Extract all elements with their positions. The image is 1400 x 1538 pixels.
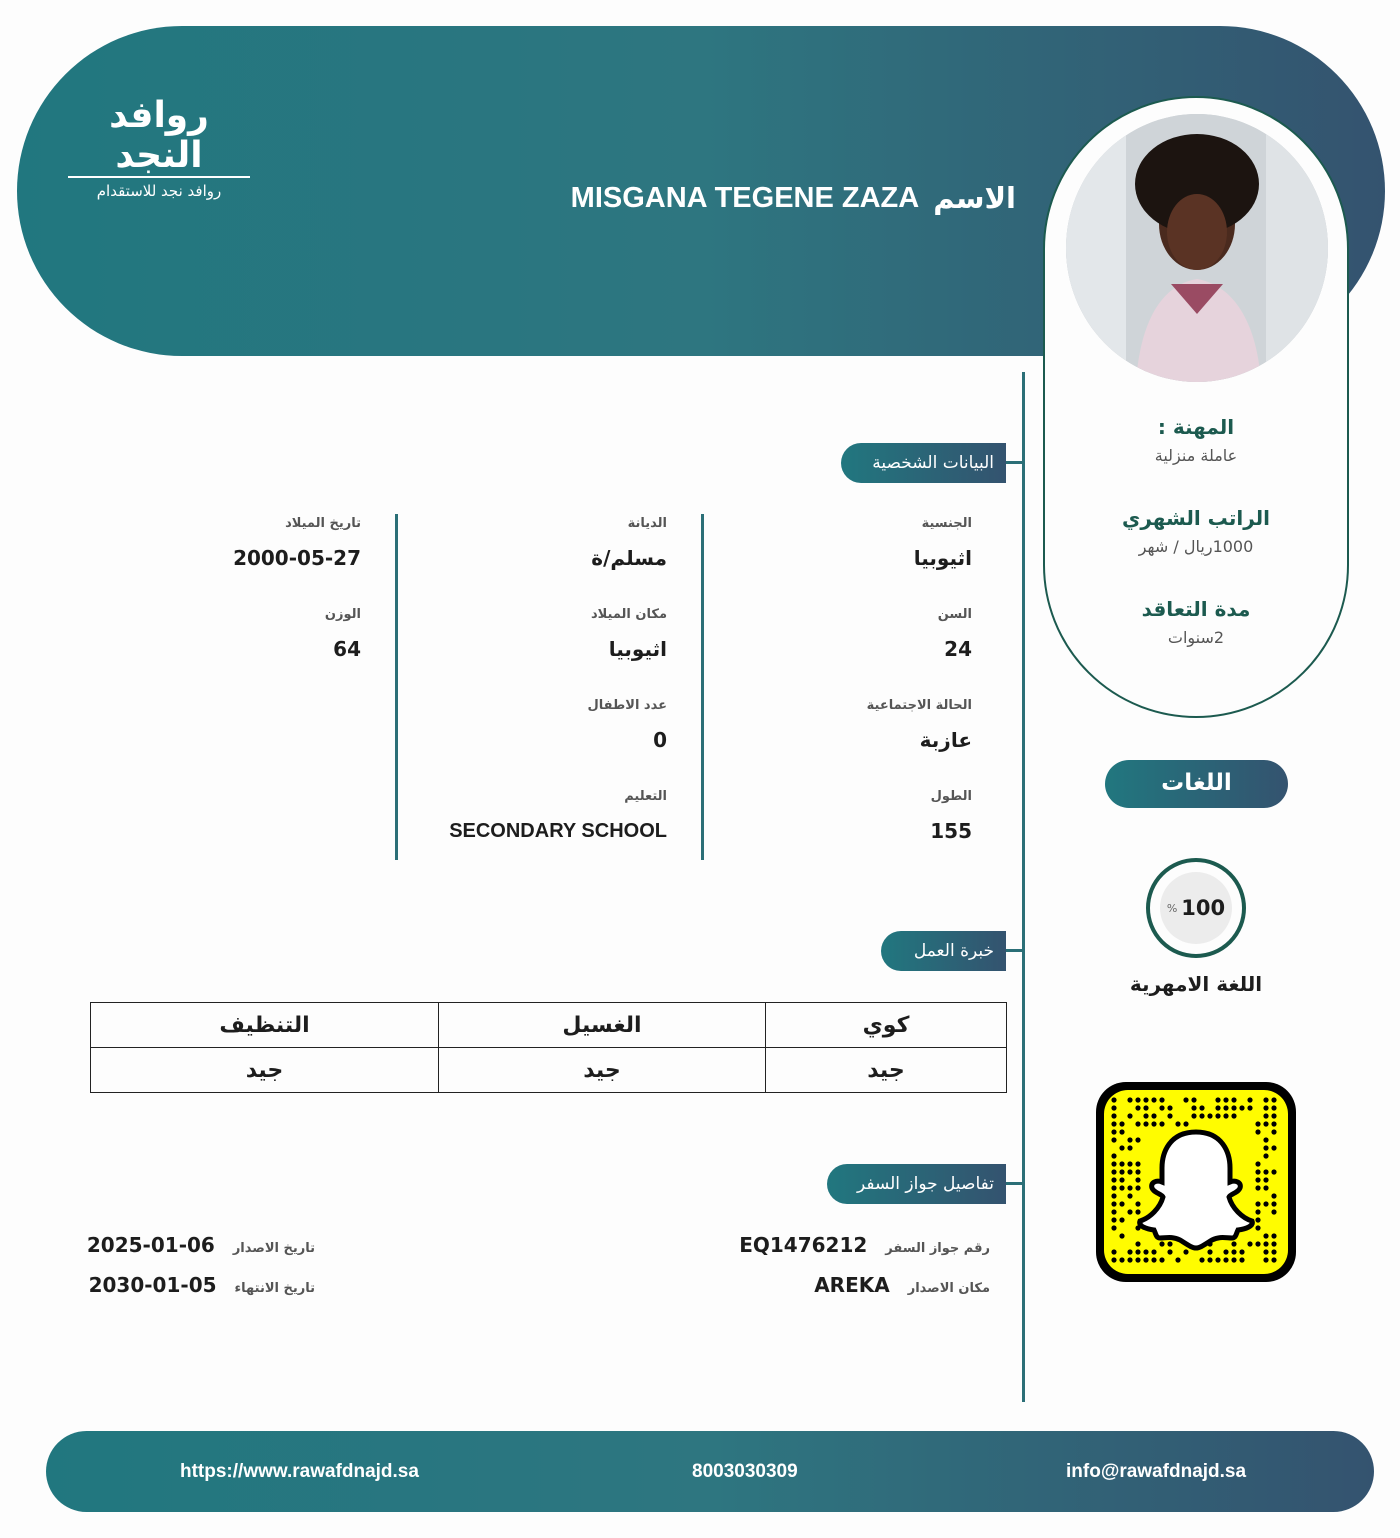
percent-sign: % bbox=[1166, 901, 1178, 915]
language-proficiency-value bbox=[1160, 872, 1232, 944]
passport-place-label: مكان الاصدار bbox=[907, 1281, 990, 1296]
marital-status-label: الحالة الاجتماعية bbox=[866, 698, 972, 713]
passport-expiry-row bbox=[89, 1273, 315, 1297]
passport-place-row bbox=[814, 1273, 990, 1297]
section-connector bbox=[1006, 949, 1023, 952]
children-label: عدد الاطفال bbox=[587, 698, 667, 713]
name-label: الاسم bbox=[933, 181, 1016, 215]
passport-number-row bbox=[739, 1233, 990, 1257]
personal-column-1 bbox=[712, 514, 972, 878]
experience-skill-ironing: كوي bbox=[766, 1003, 1007, 1048]
vertical-divider bbox=[1022, 372, 1025, 1402]
snapcode-pattern bbox=[1104, 1090, 1288, 1274]
snapcode-qr[interactable] bbox=[1096, 1082, 1296, 1282]
profession-label: المهنة : bbox=[1157, 415, 1235, 439]
section-connector bbox=[1006, 1182, 1023, 1185]
religion-label: الديانة bbox=[627, 516, 667, 531]
passport-issue-value: 2025-01-06 bbox=[86, 1233, 215, 1257]
name-row bbox=[571, 176, 1016, 220]
language-proficiency-ring bbox=[1146, 858, 1246, 958]
personal-column-3 bbox=[101, 514, 361, 696]
personal-column-2 bbox=[407, 514, 667, 878]
marital-status-value: عازبة bbox=[919, 728, 972, 752]
footer-phone[interactable]: 8003030309 bbox=[692, 1461, 798, 1482]
passport-issue-label: تاريخ الاصدار bbox=[232, 1241, 315, 1256]
experience-rating: جيد bbox=[766, 1048, 1007, 1093]
height-label: الطول bbox=[930, 789, 972, 804]
footer-email-link[interactable]: info@rawafdnajd.sa bbox=[1066, 1461, 1247, 1482]
nationality-value: اثيوبيا bbox=[913, 546, 972, 570]
profession-value: عاملة منزلية bbox=[1154, 446, 1238, 465]
worker-photo bbox=[1066, 114, 1328, 382]
passport-place-value: AREKA bbox=[814, 1273, 890, 1297]
passport-expiry-label: تاريخ الانتهاء bbox=[234, 1281, 315, 1296]
footer-website-link[interactable]: https://www.rawafdnajd.sa bbox=[180, 1461, 419, 1482]
salary-value: 1000ريال / شهر bbox=[1138, 537, 1254, 556]
passport-number-label: رقم جواز السفر bbox=[885, 1241, 990, 1256]
education-label: التعليم bbox=[624, 789, 667, 804]
experience-rating: جيد bbox=[91, 1048, 439, 1093]
logo-tagline: روافد نجد للاستقدام bbox=[96, 182, 222, 200]
experience-table bbox=[90, 1002, 1007, 1093]
profession-block bbox=[1043, 412, 1349, 470]
brand-logo bbox=[68, 95, 250, 200]
birthdate-label: تاريخ الميلاد bbox=[285, 516, 361, 531]
contract-value: 2سنوات bbox=[1167, 628, 1225, 647]
weight-label: الوزن bbox=[324, 607, 361, 622]
salary-block bbox=[1043, 503, 1349, 561]
age-value: 24 bbox=[944, 637, 972, 661]
experience-rating: جيد bbox=[439, 1048, 766, 1093]
worker-name: MISGANA TEGENE ZAZA bbox=[570, 181, 920, 214]
birthplace-label: مكان الميلاد bbox=[590, 607, 667, 622]
experience-skill-washing: الغسيل bbox=[439, 1003, 766, 1048]
section-personal-data: البيانات الشخصية bbox=[841, 443, 1006, 483]
children-value: 0 bbox=[653, 728, 667, 752]
birthplace-value: اثيوبيا bbox=[608, 637, 667, 661]
column-divider bbox=[395, 514, 398, 860]
section-passport-details: تفاصيل جواز السفر bbox=[827, 1164, 1006, 1204]
passport-issue-row bbox=[87, 1233, 315, 1257]
section-connector bbox=[1006, 461, 1023, 464]
experience-skill-cleaning: التنظيف bbox=[91, 1003, 439, 1048]
education-value: SECONDARY SCHOOL bbox=[449, 820, 667, 842]
logo-mark: روافد النجد bbox=[68, 96, 250, 178]
section-work-experience: خبرة العمل bbox=[881, 931, 1006, 971]
snapcode-inner bbox=[1104, 1090, 1288, 1274]
table-row bbox=[91, 1003, 1007, 1048]
passport-number-value: EQ1476212 bbox=[739, 1233, 868, 1257]
column-divider bbox=[701, 514, 704, 860]
contract-block bbox=[1043, 594, 1349, 652]
height-value: 155 bbox=[930, 819, 972, 843]
language-name: اللغة الامهرية bbox=[1129, 972, 1263, 996]
passport-expiry-value: 2030-01-05 bbox=[88, 1273, 217, 1297]
age-label: السن bbox=[937, 607, 972, 622]
table-row bbox=[91, 1048, 1007, 1093]
snapchat-ghost-icon bbox=[1140, 1132, 1253, 1248]
weight-value: 64 bbox=[333, 637, 361, 661]
contract-label: مدة التعاقد bbox=[1141, 597, 1251, 621]
nationality-label: الجنسية bbox=[921, 516, 972, 531]
footer-bar bbox=[46, 1431, 1374, 1512]
languages-title: اللغات bbox=[1105, 760, 1288, 808]
birthdate-value: 2000-05-27 bbox=[233, 546, 361, 570]
religion-value: مسلم/ة bbox=[591, 546, 667, 570]
salary-label: الراتب الشهري bbox=[1122, 506, 1270, 530]
language-percent: 100 bbox=[1181, 896, 1226, 920]
